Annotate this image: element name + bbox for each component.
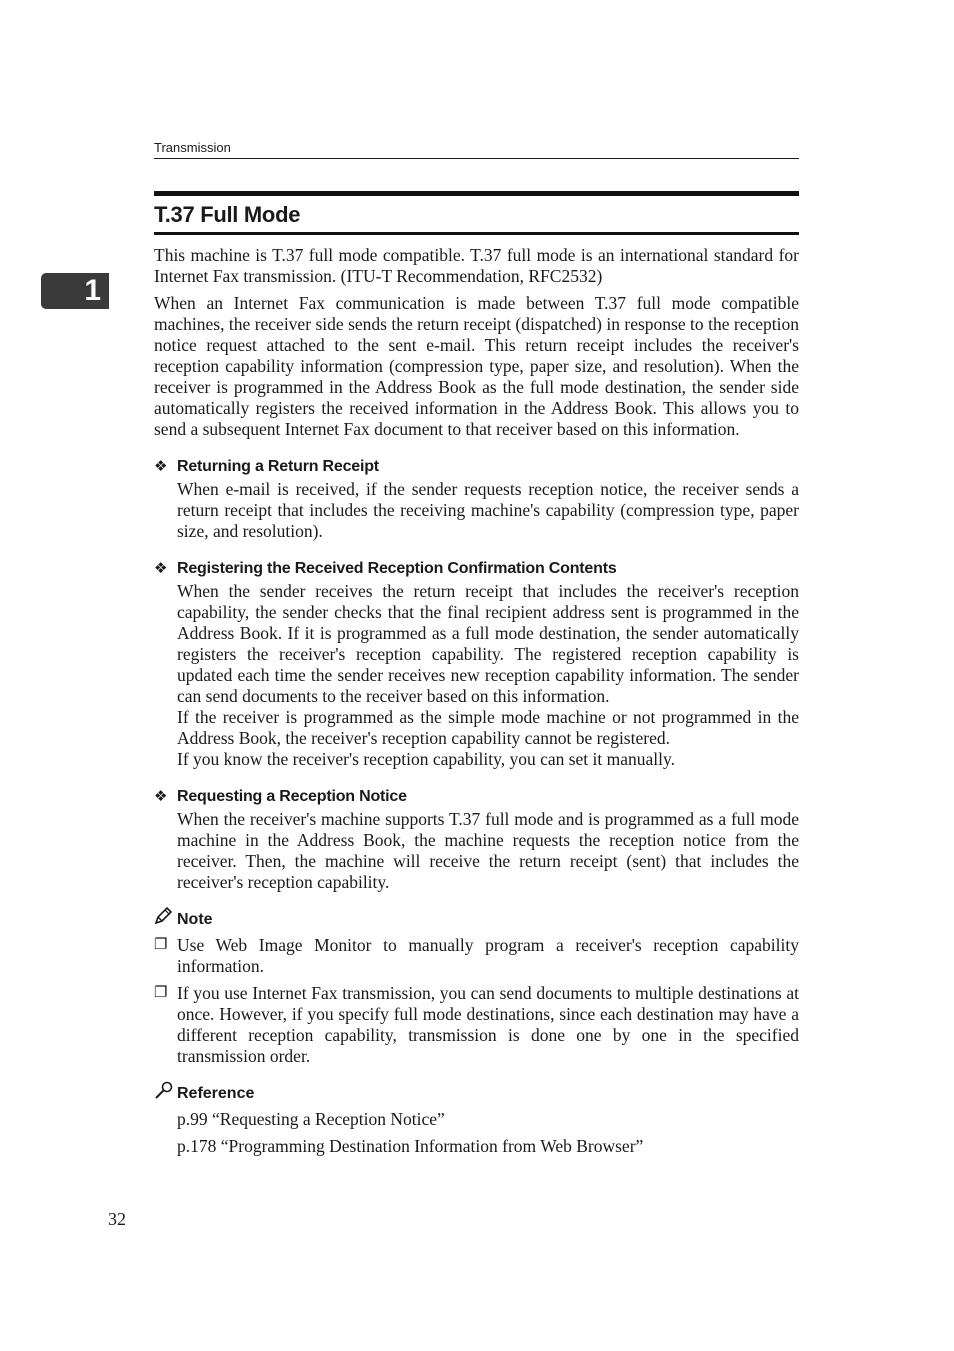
section-heading: [154, 456, 799, 477]
note-heading: [154, 907, 799, 931]
running-header: Transmission: [154, 139, 799, 159]
chapter-tab: [41, 273, 109, 309]
reference-heading-text: Reference: [177, 1084, 255, 1102]
title-block: [154, 191, 799, 235]
checkbox-bullet-icon: ❐: [154, 937, 168, 953]
section-returning-receipt: [154, 456, 799, 542]
note-heading-text: Note: [177, 910, 213, 928]
section-registering-contents: [154, 558, 799, 770]
page-number: 32: [108, 1209, 126, 1229]
section-paragraph: If you know the receiver's reception capability, you can set it manually.: [177, 749, 675, 769]
section-paragraph: If the receiver is programmed as the simple mode machine or not programmed in the Address Book, the receiver's reception capability cannot be registered.: [177, 707, 799, 748]
note-text: Use Web Image Monitor to manually program a receiver's reception capability information.: [177, 935, 799, 976]
reference-heading: [154, 1081, 799, 1105]
section-requesting-notice: [154, 786, 799, 893]
pencil-note-icon: [154, 907, 177, 931]
page-title: T.37 Full Mode: [154, 202, 301, 227]
diamond-bullet-icon: ❖: [154, 560, 168, 577]
checkbox-bullet-icon: ❐: [154, 985, 168, 1001]
note-item: [154, 935, 799, 977]
chapter-number: 1: [84, 274, 101, 307]
section-heading: [154, 786, 799, 807]
section-body: [177, 809, 799, 893]
intro-paragraph: This machine is T.37 full mode compatible. T.37 full mode is an international standard for Internet Fax transmission. (ITU-T Recommendation, RFC2532): [154, 245, 799, 286]
section-heading-text: Returning a Return Receipt: [177, 458, 379, 475]
reference-link[interactable]: p.99 “Requesting a Reception Notice”: [177, 1109, 445, 1129]
section-paragraph: When e-mail is received, if the sender requests reception notice, the receiver sends a return receipt that includes the receiving machine's capability (compression type, paper size, and resolution).: [177, 479, 799, 541]
magnifier-reference-icon: [154, 1081, 177, 1105]
section-heading: [154, 558, 799, 579]
note-block: [154, 907, 799, 1067]
main-content: [154, 245, 799, 1163]
section-heading-text: Registering the Received Reception Confirmation Contents: [177, 560, 617, 577]
section-body: [177, 581, 799, 770]
section-paragraph: When the sender receives the return receipt that includes the receiver's reception capability, the sender checks that the final recipient address sent is programmed in the Address Book. If it is programmed as a full mode destination, the sender automatically registers the receiver's reception capability. The registered reception capability is updated each time the sender receives new reception capability information. The sender can send documents to the receiver based on this information.: [177, 581, 799, 706]
section-body: [177, 479, 799, 542]
note-text: If you use Internet Fax transmission, you can send documents to multiple destinations at once. However, if you specify full mode destinations, since each destination may have a different reception capability, transmission is done one by one in the specified transmission order.: [177, 983, 799, 1066]
section-heading-text: Requesting a Reception Notice: [177, 788, 407, 805]
intro-paragraph: When an Internet Fax communication is made between T.37 full mode compatible machines, the receiver side sends the return receipt (dispatched) in response to the reception notice request attached to the sent e-mail. This return receipt includes the receiver's reception capability information (compression type, paper size, and resolution). When the receiver is programmed in the Address Book as the full mode destination, the sender side automatically registers the received information in the Address Book. This allows you to send a subsequent Internet Fax document to that receiver based on this information.: [154, 293, 799, 439]
note-item: [154, 983, 799, 1067]
section-paragraph: When the receiver's machine supports T.37 full mode and is programmed as a full mode machine in the Address Book, the machine requests the reception notice from the receiver. Then, the machine will receive the return receipt (sent) that includes the receiver's reception capability.: [177, 809, 799, 892]
diamond-bullet-icon: ❖: [154, 788, 168, 805]
reference-block: [154, 1081, 799, 1157]
diamond-bullet-icon: ❖: [154, 458, 168, 475]
reference-link[interactable]: p.178 “Programming Destination Information from Web Browser”: [177, 1136, 644, 1156]
